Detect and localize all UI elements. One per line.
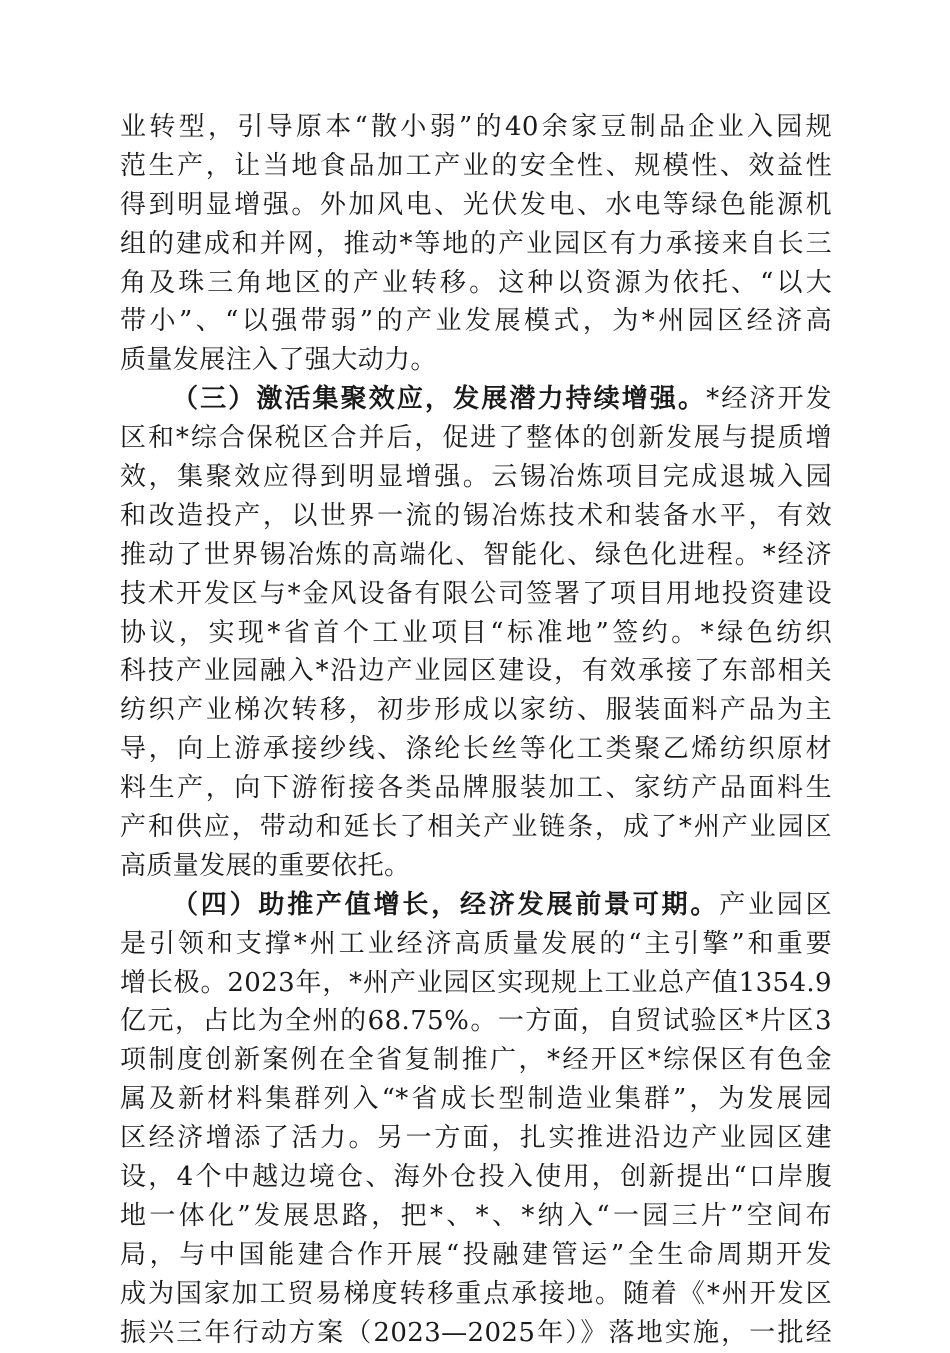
- text-line: 导，向上游承接纱线、涤纶长丝等化工类聚乙烯纺织原材: [120, 734, 832, 765]
- text-line: 是引领和支撑*州工业经济高质量发展的“主引擎”和重要: [120, 928, 832, 959]
- text-line: 效，集聚效应得到明显增强。云锡冶炼项目完成退城入园: [120, 462, 832, 493]
- text-line: 技术开发区与*金风设备有限公司签署了项目用地投资建设: [120, 578, 832, 609]
- text-line: 区经济增添了活力。另一方面，扎实推进沿边产业园区建: [120, 1123, 832, 1154]
- text-line: 推动了世界锡冶炼的高端化、智能化、绿色化进程。*经济: [120, 539, 832, 570]
- text-fragment: 产业园区: [719, 889, 832, 920]
- text-line: 角及珠三角地区的产业转移。这种以资源为依托、“以大: [120, 267, 832, 298]
- text-line: 料生产，向下游衔接各类品牌服装加工、家纺产品面料生: [120, 773, 832, 804]
- text-fragment: *经济开发: [706, 384, 832, 415]
- text-line: 纺织产业梯次转移，初步形成以家纺、服装面料产品为主: [120, 695, 832, 726]
- text-line: 高质量发展的重要依托。: [120, 850, 411, 881]
- document-body: [120, 108, 832, 1353]
- text-line: 增长极。2023年，*州产业园区实现规上工业总产值1354.9: [120, 967, 832, 998]
- paragraph-first-line: [120, 886, 832, 925]
- text-line: 成为国家加工贸易梯度转移重点承接地。随着《*州开发区: [120, 1278, 832, 1309]
- text-line: 得到明显增强。外加风电、光伏发电、水电等绿色能源机: [120, 189, 832, 220]
- text-line: 地一体化”发展思路，把*、*、*纳入“一园三片”空间布: [120, 1200, 832, 1231]
- text-line: 和改造投产，以世界一流的锡冶炼技术和装备水平，有效: [120, 500, 832, 531]
- text-line: 协议，实现*省首个工业项目“标准地”签约。*绿色纺织: [120, 617, 832, 648]
- text-line: 业转型，引导原本“散小弱”的40余家豆制品企业入园规: [120, 112, 832, 142]
- paragraph-first-line: [120, 380, 832, 419]
- text-line: 科技产业园融入*沿边产业园区建设，有效承接了东部相关: [120, 656, 832, 687]
- section-heading-4: （四）助推产值增长，经济发展前景可期。: [172, 889, 720, 920]
- text-line: 项制度创新案例在全省复制推广，*经开区*综保区有色金: [120, 1045, 832, 1076]
- text-line: 质量发展注入了强大动力。: [120, 345, 437, 376]
- text-line: 设，4个中越边境仓、海外仓投入使用，创新提出“口岸腹: [120, 1162, 832, 1193]
- text-line: 亿元，占比为全州的68.75%。一方面，自贸试验区*片区3: [120, 1006, 832, 1037]
- text-line: 范生产，让当地食品加工产业的安全性、规模性、效益性: [120, 150, 832, 181]
- text-line: 区和*综合保税区合并后，促进了整体的创新发展与提质增: [120, 423, 832, 454]
- text-line: 组的建成和并网，推动*等地的产业园区有力承接来自长三: [120, 228, 832, 259]
- text-line: 产和供应，带动和延长了相关产业链条，成了*州产业园区: [120, 812, 832, 843]
- text-line: 局，与中国能建合作开展“投融建管运”全生命周期开发: [120, 1239, 832, 1270]
- text-line: 振兴三年行动方案（2023—2025年）》落地实施，一批经: [120, 1317, 832, 1348]
- section-heading-3: （三）激活集聚效应，发展潜力持续增强。: [172, 384, 707, 415]
- text-line: 属及新材料集群列入“*省成长型制造业集群”，为发展园: [120, 1084, 832, 1115]
- text-line: 带小”、“以强带弱”的产业发展模式，为*州园区经济高: [120, 306, 832, 337]
